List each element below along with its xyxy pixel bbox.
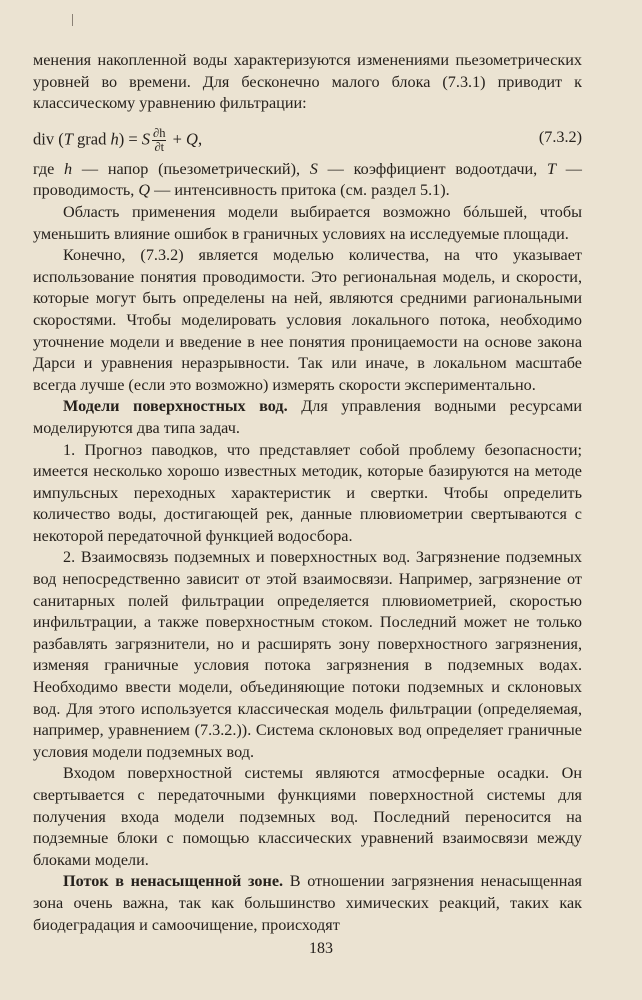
paragraph-8: Входом поверхностной системы являются атмосферные осадки. Он свертывается с передаточными функциями поверхностной системы для получения входа модели подземных вод. Последний переносится на подземные блоки с помощью классических уравнений взаимосвязи между блоками модели. (33, 764, 582, 869)
paragraph-6: 1. Прогноз паводков, что представляет собой проблему безопасности; имеется несколько хорошо известных методик, которые базируются на методе импульсных переходных характеристик и свертки. Чтобы определить количество воды, достигающей рек, данные плювиометрии свертываются с некоторой передаточной функцией водосбора. (33, 440, 582, 545)
paragraph-5: Модели поверхностных вод. Для управления водными ресурсами моделируются два типа задач. (33, 397, 582, 437)
partial-derivative-fraction: $\frac{\partial h}{\partial t}$ (153, 125, 166, 154)
equation-formula: div (T grad h) = S $\frac{\partial h}{\partial t}$ + Q, (33, 125, 203, 154)
page-number: 183 (309, 940, 333, 957)
paragraph-4: Конечно, (7.3.2) является моделью количества, на что указывает использование понятия проводимости. Это региональная модель, и скорости, которые могут быть определены на ней, являются средними рагиональными скоростями. Чтобы моделировать условия локального потока, необходимо уточнение модели и введение в нее понятия проницаемости на основе закона Дарси и уравнения неразрывности. Так или иначе, в локальном масштабе всегда лучше (если это возможно) измерять скорости экспериментально. (33, 246, 582, 394)
body-text (33, 50, 582, 936)
section-heading-unsaturated-zone: Поток в ненасыщенной зоне. (63, 872, 284, 891)
margin-mark (72, 14, 73, 26)
section-heading-surface-water: Модели поверхностных вод. (63, 397, 288, 416)
paragraph-9: Поток в ненасыщенной зоне. В отношении загрязнения ненасыщенная зона очень важна, так как большинство химических реакций, таких как биодеградация и самоочищение, происходят (33, 872, 582, 934)
paragraph-2: где h — напор (пьезометрический), S — коэффициент водоотдачи, T — проводимость, Q — интенсивность притока (см. раздел 5.1). (33, 159, 582, 200)
paragraph-7: 2. Взаимосвязь подземных и поверхностных вод. Загрязнение подземных вод непосредственно зависит от этой взаимосвязи. Например, загрязнение от санитарных полей фильтрации определяется плювиометрией, скоростью инфильтрации, а также поверхностным стоком. Последний может не только разбавлять загрязнители, но и расширять зону поверхностного загрязнения, изменяя граничные условия потока загрязнения в подземных водах. Необходимо ввести модели, объединяющие потоки подземных и склоновых вод. Для этого используется классическая модель фильтрации (определяемая, например, уравнением (7.3.2.)). Система склоновых вод определяет граничные условия модели подземных вод. (33, 548, 582, 761)
equation-number: (7.3.2) (538, 127, 582, 146)
paragraph-1: менения накопленной воды характеризуются изменениями пьезометрических уровней во времени. Для бесконечно малого блока (7.3.1) приводит к классическому уравнению фильтрации: (33, 51, 582, 113)
paragraph-3: Область применения модели выбирается возможно бóльшей, чтобы уменьшить влияние ошибок в граничных условиях на исследуемые площади. (33, 202, 582, 243)
equation-7-3-2 (33, 117, 582, 159)
